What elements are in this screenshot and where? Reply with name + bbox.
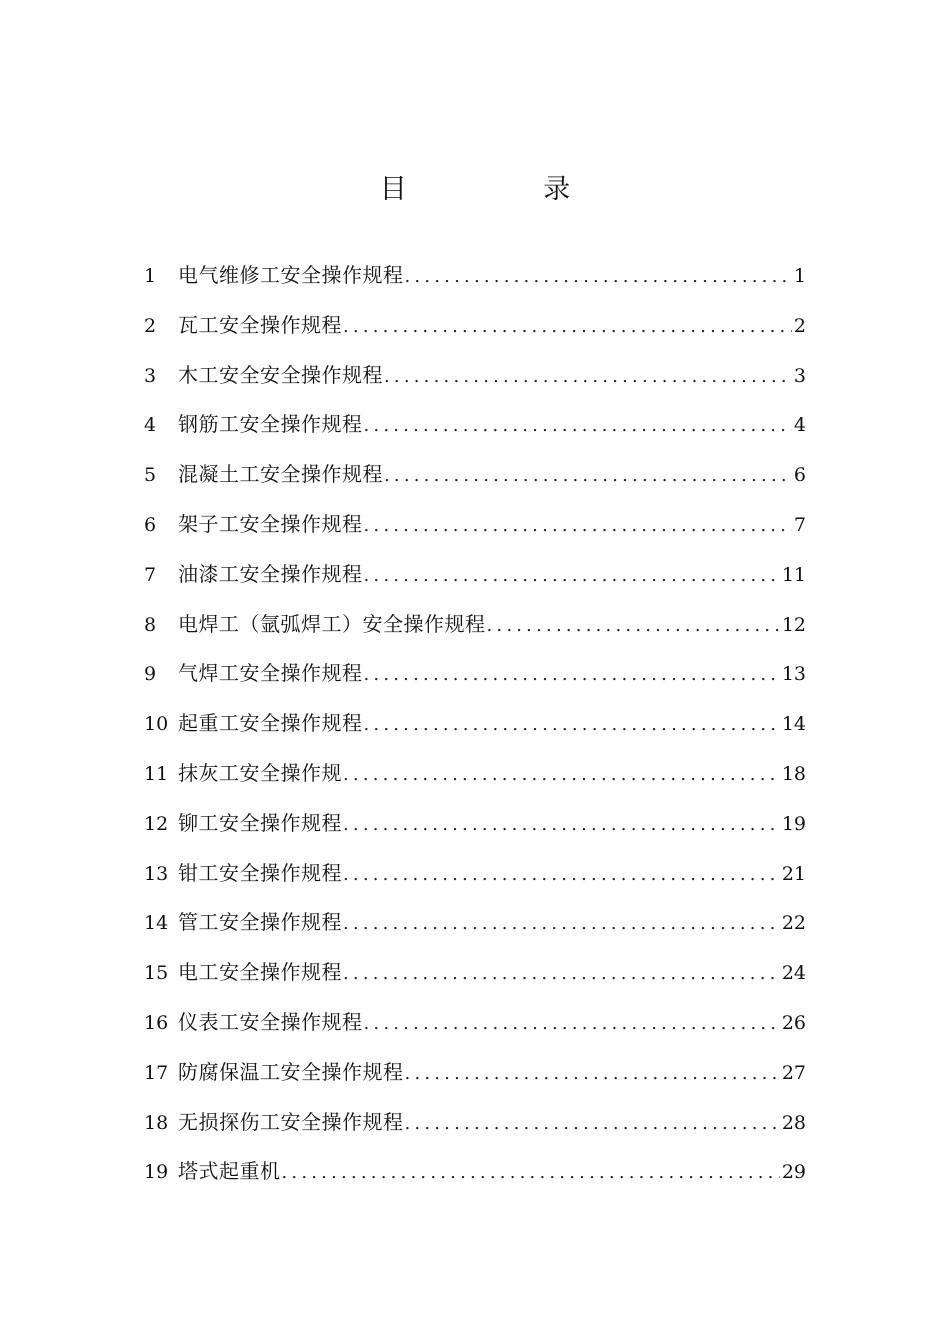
toc-entry[interactable] — [144, 904, 806, 954]
toc-entry-title: 电气维修工安全操作规程 — [178, 263, 404, 287]
toc-entry-number: 7 — [144, 563, 157, 586]
toc-dot-leader — [364, 657, 780, 693]
toc-entry[interactable] — [144, 855, 806, 905]
toc-entry-title: 塔式起重机 — [178, 1159, 281, 1184]
table-of-contents — [144, 257, 806, 1203]
toc-dot-leader — [384, 359, 792, 395]
toc-entry-page-number: 13 — [781, 663, 806, 686]
toc-dot-leader — [343, 956, 780, 992]
toc-dot-leader — [405, 259, 792, 295]
toc-entry-page-number: 22 — [781, 912, 806, 935]
toc-entry-number: 19 — [144, 1161, 169, 1184]
toc-entry-number: 10 — [144, 713, 169, 736]
toc-entry-title: 混凝土工安全操作规程 — [178, 462, 383, 487]
toc-entry-page-number: 26 — [781, 1011, 806, 1034]
toc-entry-number: 6 — [144, 513, 157, 536]
toc-dot-leader — [343, 807, 780, 843]
toc-dot-leader — [282, 1155, 780, 1191]
toc-entry-title: 起重工安全操作规程 — [178, 711, 363, 736]
toc-entry-title: 气焊工安全操作规程 — [178, 661, 363, 686]
toc-entry-page-number: 4 — [793, 414, 806, 437]
toc-entry[interactable] — [144, 506, 806, 556]
toc-entry-page-number: 3 — [793, 364, 806, 387]
toc-entry[interactable] — [144, 705, 806, 755]
toc-entry-page-number: 24 — [781, 962, 806, 985]
toc-entry[interactable] — [144, 1004, 806, 1054]
toc-entry-number: 1 — [144, 265, 157, 287]
toc-dot-leader — [364, 707, 780, 743]
toc-entry-page-number: 6 — [793, 464, 806, 487]
toc-dot-leader — [405, 1056, 780, 1092]
toc-entry-number: 4 — [144, 414, 157, 437]
toc-dot-leader — [343, 757, 780, 793]
toc-dot-leader — [364, 408, 792, 444]
toc-entry-number: 2 — [144, 314, 157, 337]
toc-dot-leader — [487, 608, 780, 644]
toc-entry-title: 电焊工（氩弧焊工）安全操作规程 — [178, 611, 486, 636]
toc-dot-leader — [343, 906, 780, 942]
toc-entry[interactable] — [144, 655, 806, 705]
toc-entry-number: 11 — [144, 762, 169, 785]
toc-entry-number: 13 — [144, 862, 169, 885]
toc-entry[interactable] — [144, 1153, 806, 1203]
toc-entry[interactable] — [144, 357, 806, 407]
toc-entry-number: 18 — [144, 1111, 169, 1134]
toc-entry[interactable] — [144, 556, 806, 606]
toc-entry-page-number: 29 — [781, 1161, 806, 1184]
toc-entry-page-number: 1 — [793, 265, 806, 287]
toc-dot-leader — [364, 1006, 780, 1042]
toc-entry-page-number: 12 — [781, 613, 806, 636]
toc-entry-page-number: 28 — [781, 1111, 806, 1134]
toc-entry-page-number: 2 — [793, 314, 806, 337]
toc-dot-leader — [364, 558, 780, 594]
toc-entry[interactable] — [144, 257, 806, 307]
toc-entry[interactable] — [144, 755, 806, 805]
toc-entry-number: 5 — [144, 464, 157, 487]
toc-entry-number: 17 — [144, 1061, 169, 1084]
toc-entry-title: 防腐保温工安全操作规程 — [178, 1059, 404, 1084]
toc-entry-number: 3 — [144, 364, 157, 387]
toc-entry-title: 木工安全安全操作规程 — [178, 362, 383, 387]
toc-entry-title: 瓦工安全操作规程 — [178, 312, 342, 337]
toc-entry[interactable] — [144, 606, 806, 656]
toc-entry-number: 14 — [144, 912, 169, 935]
toc-entry-title: 仪表工安全操作规程 — [178, 1009, 363, 1034]
toc-entry-title: 架子工安全操作规程 — [178, 511, 363, 536]
toc-entry-title: 油漆工安全操作规程 — [178, 561, 363, 586]
toc-dot-leader — [384, 458, 792, 494]
toc-dot-leader — [343, 309, 792, 345]
toc-entry-number: 8 — [144, 613, 157, 636]
toc-entry-title: 无损探伤工安全操作规程 — [178, 1109, 404, 1134]
toc-entry-title: 钳工安全操作规程 — [178, 860, 342, 885]
toc-dot-leader — [343, 857, 780, 893]
toc-entry-number: 9 — [144, 663, 157, 686]
toc-entry[interactable] — [144, 805, 806, 855]
toc-entry-number: 12 — [144, 812, 169, 835]
toc-entry[interactable] — [144, 954, 806, 1004]
toc-entry[interactable] — [144, 307, 806, 357]
toc-entry-page-number: 11 — [781, 563, 806, 586]
toc-entry[interactable] — [144, 1054, 806, 1104]
toc-entry[interactable] — [144, 456, 806, 506]
toc-entry-title: 钢筋工安全操作规程 — [178, 412, 363, 437]
toc-entry-number: 16 — [144, 1011, 169, 1034]
toc-entry-title: 铆工安全操作规程 — [178, 810, 342, 835]
toc-entry-page-number: 27 — [781, 1061, 806, 1084]
toc-entry-page-number: 7 — [793, 513, 806, 536]
toc-entry-page-number: 14 — [781, 713, 806, 736]
toc-entry-page-number: 19 — [781, 812, 806, 835]
toc-dot-leader — [405, 1106, 780, 1142]
toc-entry-page-number: 21 — [781, 862, 806, 885]
toc-entry[interactable] — [144, 406, 806, 456]
toc-entry[interactable] — [144, 1104, 806, 1154]
toc-entry-number: 15 — [144, 962, 169, 985]
toc-dot-leader — [364, 508, 792, 544]
toc-entry-title: 抹灰工安全操作规 — [178, 760, 342, 785]
toc-entry-title: 电工安全操作规程 — [178, 960, 342, 985]
toc-entry-title: 管工安全操作规程 — [178, 910, 342, 935]
page-title: 目 录 — [379, 174, 635, 205]
toc-entry-page-number: 18 — [781, 762, 806, 785]
